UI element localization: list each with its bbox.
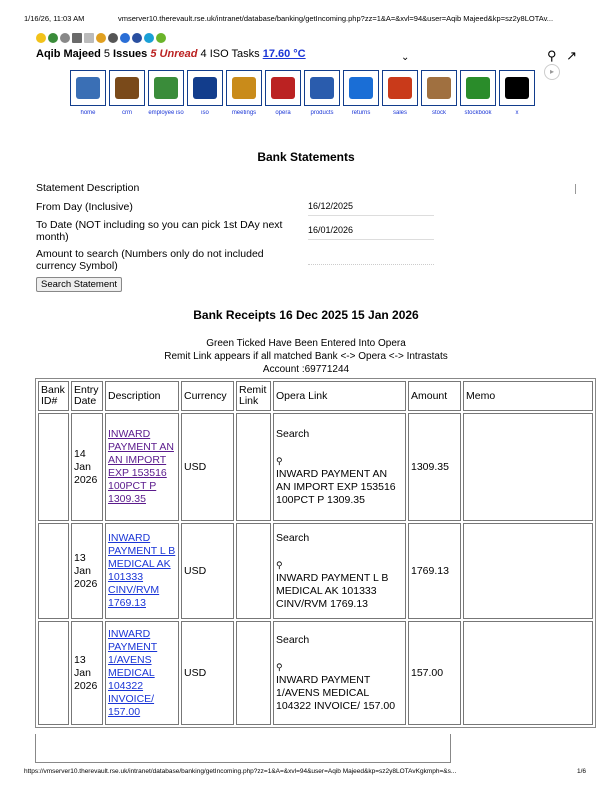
col-amount: Amount <box>408 381 461 411</box>
search-link[interactable]: Search <box>276 531 310 544</box>
statement-form <box>36 182 456 302</box>
receipts-title: Bank Receipts 16 Dec 2025 15 Jan 2026 <box>193 308 419 322</box>
opera-text: INWARD PAYMENT L B MEDICAL AK 101333 CINV/RVM 1769.13 <box>276 571 389 610</box>
main-nav <box>70 70 535 116</box>
nav-item-crm[interactable] <box>109 70 145 116</box>
nav-item-x[interactable] <box>499 70 535 116</box>
amount-input[interactable] <box>308 250 434 265</box>
opera-data-icon[interactable] <box>265 70 301 106</box>
nav-item-employee-iso[interactable] <box>148 70 184 116</box>
opera-link-cell <box>273 413 406 521</box>
remit-link-cell <box>236 413 271 521</box>
unread-count: 5 <box>150 48 157 60</box>
word-icon[interactable] <box>132 33 142 43</box>
info-icon[interactable] <box>108 33 118 43</box>
nav-label[interactable]: crm <box>122 110 132 116</box>
nav-item-sales[interactable] <box>382 70 418 116</box>
unread-label[interactable]: Unread <box>159 48 198 60</box>
sales-icon[interactable] <box>382 70 418 106</box>
search-icon[interactable]: ⚲ <box>547 48 557 63</box>
nav-label[interactable]: meetings <box>231 110 257 116</box>
print-footer-url: https://vmserver10.therevault.rse.uk/intranet/database/banking/getIncoming.php?zz=1&A=&xvl=94&user=Aqib Majeed&kp=sz2y8LOTAvKgkmph=&s... <box>24 768 457 775</box>
amount-cell: 1309.35 <box>408 413 461 521</box>
bank-id-cell <box>38 413 69 521</box>
table-continuation <box>35 734 451 763</box>
stock-icon[interactable] <box>421 70 457 106</box>
iso-count: 4 <box>200 48 207 60</box>
print-page-number: 1/6 <box>577 768 587 775</box>
issues-count: 5 <box>103 48 110 60</box>
print-url: vmserver10.therevault.rse.uk/intranet/database/banking/getIncoming.php?zz=1&A=&xvl=94&user=Aqib Majeed&kp=sz2y8LOTAv... <box>118 14 554 23</box>
currency-cell: USD <box>181 621 234 725</box>
nav-label[interactable]: iso <box>201 110 209 116</box>
entry-date-cell: 14 Jan 2026 <box>71 413 103 521</box>
bank-id-cell <box>38 523 69 619</box>
nav-item-stock[interactable] <box>421 70 457 116</box>
from-date-input[interactable]: 16/12/2025 <box>308 201 434 216</box>
print-datetime: 1/16/26, 11:03 AM <box>24 14 85 23</box>
search-link[interactable]: Search <box>276 427 310 440</box>
nav-label[interactable]: stockbook <box>464 110 492 116</box>
user-name: Aqib Majeed <box>36 48 101 60</box>
magnifier-icon[interactable]: ⚲ <box>276 559 283 570</box>
nav-label[interactable]: opera <box>275 110 291 116</box>
refresh-icon[interactable] <box>120 33 130 43</box>
to-label: To Date (NOT including so you can pick 1st DAy next month) <box>36 219 283 243</box>
memo-cell[interactable] <box>463 523 593 619</box>
nav-label[interactable]: returns <box>351 110 371 116</box>
description-link[interactable]: INWARD PAYMENT AN AN IMPORT EXP 153516 100PCT P 1309.35 <box>108 428 174 505</box>
external-link-icon[interactable]: ↗ <box>566 48 578 63</box>
opera-text: INWARD PAYMENT 1/AVENS MEDICAL 104322 INVOICE/ 157.00 <box>276 673 396 712</box>
entry-date-cell: 13 Jan 2026 <box>71 523 103 619</box>
nav-item-returns[interactable] <box>343 70 379 116</box>
scroll-icon[interactable]: ▸ <box>544 64 560 80</box>
table-header-row <box>38 381 593 411</box>
description-cell <box>105 621 179 725</box>
table-row <box>38 413 593 521</box>
globe-icon[interactable] <box>48 33 58 43</box>
exit-icon[interactable] <box>499 70 535 106</box>
magnifier-icon[interactable]: ⚲ <box>276 455 283 466</box>
remit-link-cell <box>236 621 271 725</box>
nav-label[interactable]: stock <box>431 110 446 116</box>
products-icon[interactable] <box>304 70 340 106</box>
bank-id-cell <box>38 621 69 725</box>
remit-link-cell <box>236 523 271 619</box>
nav-item-home[interactable] <box>70 70 106 116</box>
chevron-down-icon[interactable]: ⌄ <box>401 52 410 63</box>
col-remit-link: Remit Link <box>236 381 271 411</box>
nav-label[interactable]: employee iso <box>148 110 184 116</box>
meetings-icon[interactable] <box>226 70 262 106</box>
opera-link-cell <box>273 523 406 619</box>
note-line-1: Green Ticked Have Been Entered Into Opera <box>206 338 406 349</box>
currency-cell: USD <box>181 413 234 521</box>
currency-cell: USD <box>181 523 234 619</box>
note-line-2: Remit Link appears if all matched Bank <-> Opera <-> Intrastats <box>164 351 448 362</box>
crm-icon[interactable] <box>109 70 145 106</box>
help-icon[interactable] <box>96 33 106 43</box>
opera-text: INWARD PAYMENT AN AN IMPORT EXP 153516 100PCT P 1309.35 <box>276 467 396 506</box>
description-label: Statement Description <box>36 182 140 194</box>
search-statement-button[interactable]: Search Statement <box>36 277 122 292</box>
table-row <box>38 621 593 725</box>
amount-label: Amount to search (Numbers only do not included currency Symbol) <box>36 248 264 272</box>
nav-label[interactable]: home <box>80 110 96 116</box>
memo-cell[interactable] <box>463 413 593 521</box>
to-date-input[interactable]: 16/01/2026 <box>308 225 434 240</box>
returns-icon[interactable] <box>343 70 379 106</box>
nav-item-products[interactable] <box>304 70 340 116</box>
employees-icon[interactable] <box>148 70 184 106</box>
amount-cell: 157.00 <box>408 621 461 725</box>
nav-item-iso[interactable] <box>187 70 223 116</box>
col-bank-id: Bank ID# <box>38 381 69 411</box>
android-icon[interactable] <box>156 33 166 43</box>
divider <box>575 184 576 194</box>
col-opera-link: Opera Link <box>273 381 406 411</box>
temperature-link[interactable]: 17.60 °C <box>262 48 306 60</box>
settings-icon[interactable] <box>60 33 70 43</box>
chat-icon[interactable] <box>144 33 154 43</box>
status-line <box>36 48 306 60</box>
home-icon[interactable] <box>70 70 106 106</box>
star-icon[interactable] <box>36 33 46 43</box>
col-memo: Memo <box>463 381 593 411</box>
issues-label[interactable]: Issues <box>113 48 148 60</box>
iso-icon[interactable] <box>187 70 223 106</box>
col-entry-date: Entry Date <box>71 381 103 411</box>
description-link[interactable]: INWARD PAYMENT L B MEDICAL AK 101333 CINV/RVM 1769.13 <box>108 532 176 609</box>
table-row <box>38 523 593 619</box>
amount-cell: 1769.13 <box>408 523 461 619</box>
nav-label[interactable]: products <box>310 110 334 116</box>
memo-cell[interactable] <box>463 621 593 725</box>
nav-label[interactable]: sales <box>392 110 407 116</box>
description-link[interactable]: INWARD PAYMENT 1/AVENS MEDICAL 104322 INVOICE/ 157.00 <box>108 627 158 718</box>
quick-toolbar <box>36 33 166 43</box>
nav-item-stockbook[interactable] <box>460 70 496 116</box>
nav-label[interactable]: x <box>515 110 519 116</box>
account-line: Account :69771244 <box>262 364 350 375</box>
page-tools <box>547 48 577 64</box>
nav-item-opera[interactable] <box>265 70 301 116</box>
search-link[interactable]: Search <box>276 633 310 646</box>
col-description: Description <box>105 381 179 411</box>
description-cell <box>105 413 179 521</box>
from-label: From Day (Inclusive) <box>36 201 133 213</box>
opera-link-cell <box>273 621 406 725</box>
nav-item-meetings[interactable] <box>226 70 262 116</box>
col-currency: Currency <box>181 381 234 411</box>
page-title: Bank Statements <box>257 150 355 164</box>
grid-icon[interactable] <box>72 33 82 43</box>
copy-icon[interactable] <box>84 33 94 43</box>
entry-date-cell: 13 Jan 2026 <box>71 621 103 725</box>
notes <box>0 337 612 376</box>
magnifier-icon[interactable]: ⚲ <box>276 661 283 672</box>
receipts-table <box>35 378 596 728</box>
stockbook-icon[interactable] <box>460 70 496 106</box>
iso-label[interactable]: ISO Tasks <box>209 48 260 60</box>
description-cell <box>105 523 179 619</box>
